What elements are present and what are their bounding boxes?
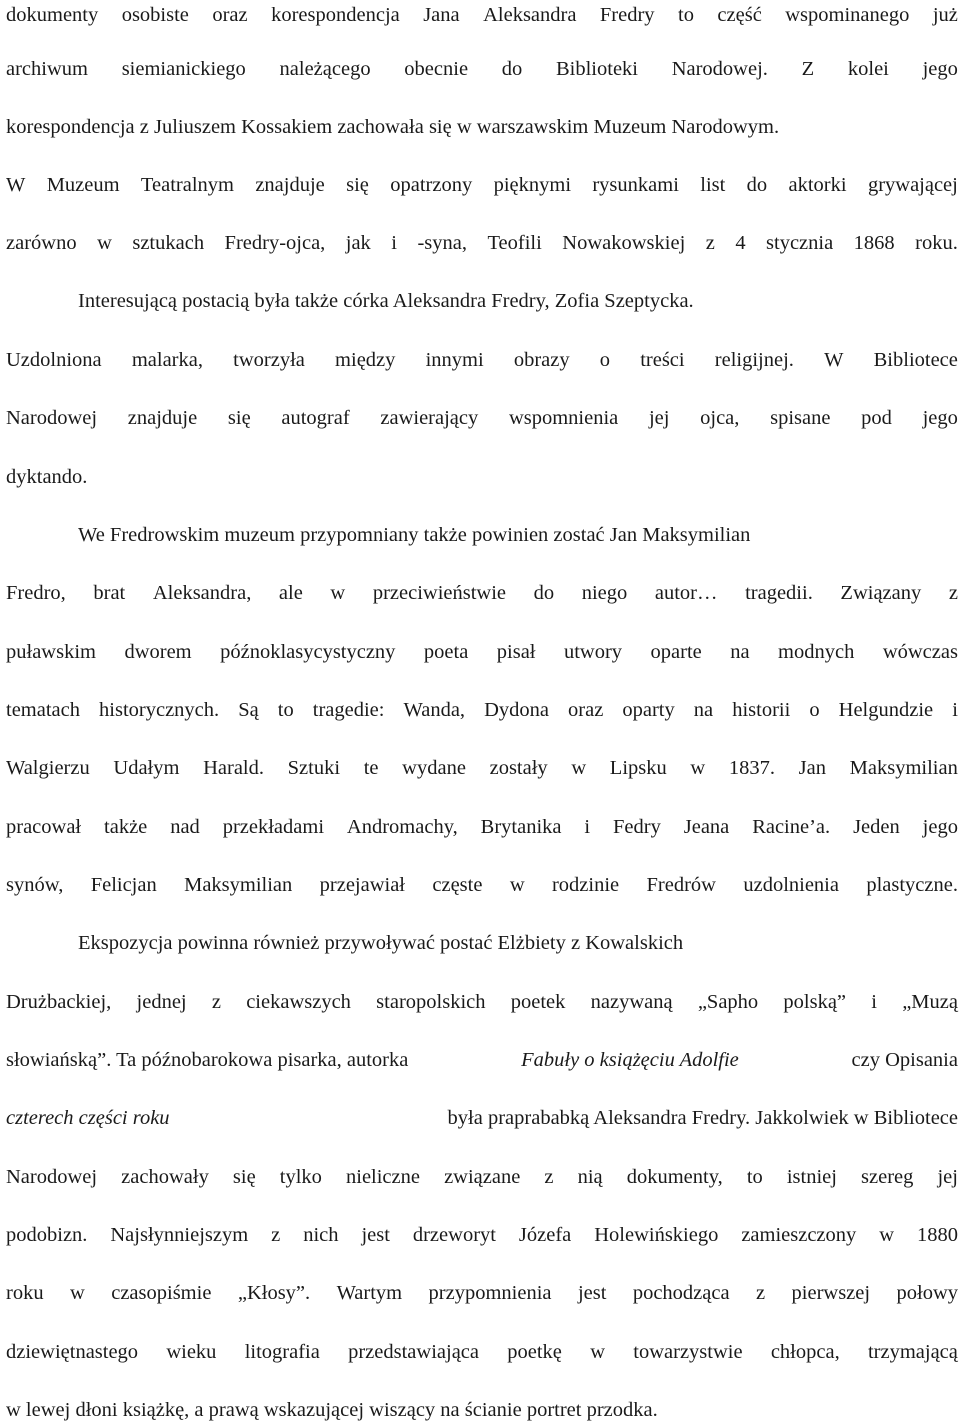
word: modnych bbox=[778, 641, 855, 663]
word: te bbox=[363, 757, 379, 779]
word: Helgundzie bbox=[838, 699, 934, 721]
word: wieku bbox=[166, 1341, 217, 1363]
word: zamieszczony bbox=[741, 1224, 857, 1246]
text-line bbox=[6, 0, 958, 30]
word: poetkę bbox=[507, 1341, 562, 1363]
word: plastyczne. bbox=[866, 874, 958, 896]
word: sztukach bbox=[132, 232, 205, 254]
word: Harald. bbox=[203, 757, 264, 779]
word: to bbox=[277, 699, 294, 721]
word: do bbox=[533, 582, 555, 604]
word: oraz bbox=[568, 699, 604, 721]
word: ojca, bbox=[700, 407, 740, 429]
word: i bbox=[952, 699, 958, 721]
word: i bbox=[391, 232, 397, 254]
word: jak bbox=[345, 232, 371, 254]
word: Aleksandra, bbox=[152, 582, 252, 604]
word: należącego bbox=[279, 58, 371, 80]
word: 1837. bbox=[728, 757, 775, 779]
word: osobiste bbox=[121, 4, 189, 26]
word: Uzdolniona bbox=[6, 349, 102, 371]
text-line bbox=[6, 987, 958, 1017]
word: o bbox=[599, 349, 611, 371]
word: tematach bbox=[6, 699, 80, 721]
word: pięknymi bbox=[493, 174, 572, 196]
word: i bbox=[871, 991, 877, 1013]
word: Najsłynniejszym bbox=[110, 1224, 249, 1246]
word: w bbox=[590, 1341, 605, 1363]
book-title-italic: czterech części roku bbox=[6, 1107, 170, 1129]
word: Maksymilian bbox=[849, 757, 958, 779]
word: na bbox=[693, 699, 714, 721]
word: tylko bbox=[279, 1166, 322, 1188]
word: archiwum bbox=[6, 58, 88, 80]
text-segment: była praprababką Aleksandra Fredry. Jakkolwiek w Bibliotece bbox=[442, 1107, 958, 1129]
word: autograf bbox=[281, 407, 350, 429]
word: jednej bbox=[136, 991, 187, 1013]
word: Andromachy, bbox=[346, 816, 458, 838]
word: Fredry-ojca, bbox=[224, 232, 326, 254]
word: Teatralnym bbox=[140, 174, 234, 196]
word: nad bbox=[170, 816, 200, 838]
word: obrazy bbox=[513, 349, 570, 371]
text-line: korespondencja z Juliuszem Kossakiem zachowała się w warszawskim Muzeum Narodowym. bbox=[6, 116, 780, 138]
word: wspomnienia bbox=[508, 407, 619, 429]
word: oraz bbox=[212, 4, 248, 26]
text-line: dyktando. bbox=[6, 466, 88, 488]
word: Muzeum bbox=[46, 174, 120, 196]
word: związane bbox=[444, 1166, 521, 1188]
text-line bbox=[6, 228, 958, 258]
word: się bbox=[227, 407, 251, 429]
word: drzeworyt bbox=[412, 1224, 496, 1246]
word: utwory bbox=[563, 641, 623, 663]
word: rysunkami bbox=[592, 174, 679, 196]
word: uzdolnienia bbox=[743, 874, 839, 896]
word: towarzystwie bbox=[633, 1341, 743, 1363]
word: pisał bbox=[496, 641, 536, 663]
word: aktorki bbox=[788, 174, 847, 196]
word: W bbox=[824, 349, 844, 371]
word: grywającej bbox=[867, 174, 958, 196]
word: także bbox=[104, 816, 148, 838]
word: Udałym bbox=[113, 757, 180, 779]
word: Związany bbox=[840, 582, 922, 604]
word: się bbox=[346, 174, 369, 196]
text-line: Ekspozycja powinna również przywoływać postać Elżbiety z Kowalskich bbox=[78, 932, 684, 954]
word: Narodowej. bbox=[671, 58, 768, 80]
word: z bbox=[756, 1282, 766, 1304]
word: Jeden bbox=[853, 816, 900, 838]
word: jest bbox=[577, 1282, 607, 1304]
word: wspominanego bbox=[785, 4, 910, 26]
word: znajduje bbox=[255, 174, 325, 196]
word: jego bbox=[922, 58, 958, 80]
word: wówczas bbox=[882, 641, 958, 663]
word: Jana bbox=[423, 4, 460, 26]
word: przejawiał bbox=[319, 874, 406, 896]
text-line bbox=[6, 1103, 958, 1133]
word: Dydona bbox=[484, 699, 549, 721]
word: przypomnienia bbox=[428, 1282, 552, 1304]
word: siemianickiego bbox=[121, 58, 246, 80]
word: już bbox=[932, 4, 958, 26]
text-line bbox=[6, 170, 958, 200]
word: w bbox=[330, 582, 346, 604]
word: niego bbox=[581, 582, 628, 604]
word: Racine’a. bbox=[752, 816, 831, 838]
text-line: We Fredrowskim muzeum przypomniany także powinien zostać Jan Maksymilian bbox=[78, 524, 751, 546]
word: rodzinie bbox=[551, 874, 620, 896]
text-line: Interesującą postacią była także córka Aleksandra Fredry, Zofia Szeptycka. bbox=[78, 290, 694, 312]
word: przedstawiająca bbox=[348, 1341, 479, 1363]
text-line bbox=[6, 1045, 958, 1075]
word: nich bbox=[303, 1224, 339, 1246]
word: religijnej. bbox=[714, 349, 794, 371]
word: „Muzą bbox=[902, 991, 958, 1013]
word: synów, bbox=[6, 874, 64, 896]
word: oparte bbox=[650, 641, 702, 663]
word: obecnie bbox=[404, 58, 469, 80]
word: szereg bbox=[861, 1166, 914, 1188]
word: nieliczne bbox=[346, 1166, 420, 1188]
word: zachowały bbox=[121, 1166, 209, 1188]
word: pochodząca bbox=[632, 1282, 730, 1304]
word: wydane bbox=[402, 757, 466, 779]
word: polską” bbox=[783, 991, 847, 1013]
word: Lipsku bbox=[609, 757, 667, 779]
word: o bbox=[809, 699, 820, 721]
word: z bbox=[271, 1224, 281, 1246]
word: jej bbox=[648, 407, 670, 429]
word: jego bbox=[922, 407, 958, 429]
word: znajduje bbox=[127, 407, 198, 429]
text-line bbox=[6, 403, 958, 433]
word: nią bbox=[577, 1166, 603, 1188]
word: w bbox=[571, 757, 587, 779]
word: istniej bbox=[786, 1166, 837, 1188]
word: Wartym bbox=[336, 1282, 403, 1304]
word: Felicjan bbox=[90, 874, 157, 896]
word: jego bbox=[922, 816, 958, 838]
word: między bbox=[335, 349, 396, 371]
word: zarówno bbox=[6, 232, 77, 254]
word: malarka, bbox=[131, 349, 203, 371]
word: „Kłosy”. bbox=[237, 1282, 311, 1304]
word: Sztuki bbox=[287, 757, 341, 779]
word: Wanda, bbox=[403, 699, 466, 721]
word: dziewiętnastego bbox=[6, 1341, 139, 1363]
word: Walgierzu bbox=[6, 757, 90, 779]
word: list bbox=[700, 174, 726, 196]
text-line: w lewej dłoni książkę, a prawą wskazującej wiszący na ścianie portret przodka. bbox=[6, 1399, 658, 1421]
word: jest bbox=[361, 1224, 390, 1246]
word: się bbox=[232, 1166, 256, 1188]
text-line bbox=[6, 54, 958, 84]
word: innymi bbox=[425, 349, 484, 371]
word: W bbox=[6, 174, 26, 196]
word: czasopiśmie bbox=[111, 1282, 212, 1304]
word: Maksymilian bbox=[184, 874, 293, 896]
word: przeciwieństwie bbox=[372, 582, 507, 604]
word: z bbox=[544, 1166, 554, 1188]
word: 4 bbox=[735, 232, 746, 254]
text-line bbox=[6, 1337, 958, 1367]
word: Fredro, bbox=[6, 582, 66, 604]
word: Jeana bbox=[683, 816, 730, 838]
text-line bbox=[6, 345, 958, 375]
word: Teofili bbox=[487, 232, 542, 254]
word: Biblioteki bbox=[555, 58, 638, 80]
word: Fredry bbox=[599, 4, 655, 26]
word: Brytanika bbox=[480, 816, 562, 838]
word: jej bbox=[937, 1166, 958, 1188]
word: Narodowej bbox=[6, 407, 98, 429]
word: opatrzony bbox=[390, 174, 473, 196]
word: Fredrów bbox=[646, 874, 716, 896]
word: dworem bbox=[124, 641, 192, 663]
word: pod bbox=[861, 407, 892, 429]
word: tragedie: bbox=[312, 699, 385, 721]
word: tworzyła bbox=[233, 349, 305, 371]
word: i bbox=[584, 816, 591, 838]
text-line bbox=[6, 1278, 958, 1308]
word: nazywaną bbox=[590, 991, 673, 1013]
word: Bibliotece bbox=[873, 349, 958, 371]
text-line bbox=[6, 578, 958, 608]
word: Z bbox=[801, 58, 815, 80]
text-line bbox=[6, 870, 958, 900]
word: poeta bbox=[423, 641, 469, 663]
word: stycznia bbox=[766, 232, 834, 254]
word: z bbox=[211, 991, 221, 1013]
word: Nowakowskiej bbox=[562, 232, 686, 254]
word: na bbox=[730, 641, 750, 663]
word: tragedii. bbox=[745, 582, 813, 604]
word: litografia bbox=[244, 1341, 320, 1363]
word: Drużbackiej, bbox=[6, 991, 112, 1013]
word: poetek bbox=[510, 991, 566, 1013]
word: część bbox=[717, 4, 762, 26]
word: Narodowej bbox=[6, 1166, 98, 1188]
word: brat bbox=[93, 582, 126, 604]
word: w bbox=[690, 757, 706, 779]
word: „Sapho bbox=[697, 991, 759, 1013]
word: pierwszej bbox=[791, 1282, 871, 1304]
word: do bbox=[501, 58, 523, 80]
word: w bbox=[97, 232, 112, 254]
word: dokumenty bbox=[6, 4, 99, 26]
text-line bbox=[6, 812, 958, 842]
text-segment: czy Opisania bbox=[846, 1049, 958, 1071]
word: 1880 bbox=[917, 1224, 958, 1246]
word: w bbox=[509, 874, 525, 896]
word: z bbox=[948, 582, 958, 604]
word: podobizn. bbox=[6, 1224, 88, 1246]
word: roku bbox=[6, 1282, 44, 1304]
text-segment: słowiańską”. Ta późnobarokowa pisarka, autorka bbox=[6, 1049, 414, 1071]
word: w bbox=[879, 1224, 895, 1246]
word: dokumenty, bbox=[626, 1166, 723, 1188]
word: częste bbox=[432, 874, 483, 896]
word: autor… bbox=[654, 582, 718, 604]
word: puławskim bbox=[6, 641, 96, 663]
word: pracował bbox=[6, 816, 82, 838]
word: historii bbox=[732, 699, 791, 721]
word: zostały bbox=[489, 757, 548, 779]
text-line bbox=[6, 695, 958, 725]
word: ale bbox=[278, 582, 303, 604]
word: w bbox=[70, 1282, 85, 1304]
word: późnoklasycystyczny bbox=[220, 641, 396, 663]
word: korespondencja bbox=[271, 4, 400, 26]
word: do bbox=[746, 174, 768, 196]
word: to bbox=[746, 1166, 763, 1188]
text-line bbox=[6, 753, 958, 783]
word: połowy bbox=[896, 1282, 958, 1304]
word: trzymającą bbox=[867, 1341, 958, 1363]
word: Jan bbox=[798, 757, 826, 779]
word: z bbox=[705, 232, 715, 254]
text-line bbox=[6, 637, 958, 667]
word: staropolskich bbox=[376, 991, 486, 1013]
word: kolei bbox=[847, 58, 889, 80]
word: chłopca, bbox=[770, 1341, 840, 1363]
book-title-italic: Fabuły o książęciu Adolfie bbox=[521, 1049, 739, 1071]
word: Są bbox=[238, 699, 259, 721]
word: ciekawszych bbox=[246, 991, 351, 1013]
word: historycznych. bbox=[99, 699, 220, 721]
word: to bbox=[678, 4, 694, 26]
word: Aleksandra bbox=[483, 4, 577, 26]
word: spisane bbox=[770, 407, 831, 429]
word: przekładami bbox=[222, 816, 325, 838]
word: zawierający bbox=[380, 407, 479, 429]
word: treści bbox=[640, 349, 685, 371]
word: -syna, bbox=[417, 232, 467, 254]
word: Fedry bbox=[613, 816, 661, 838]
word: roku. bbox=[915, 232, 958, 254]
text-line bbox=[6, 1162, 958, 1192]
word: Holewińskiego bbox=[594, 1224, 719, 1246]
text-line bbox=[6, 1220, 958, 1250]
word: oparty bbox=[622, 699, 675, 721]
word: 1868 bbox=[853, 232, 895, 254]
word: Józefa bbox=[518, 1224, 572, 1246]
